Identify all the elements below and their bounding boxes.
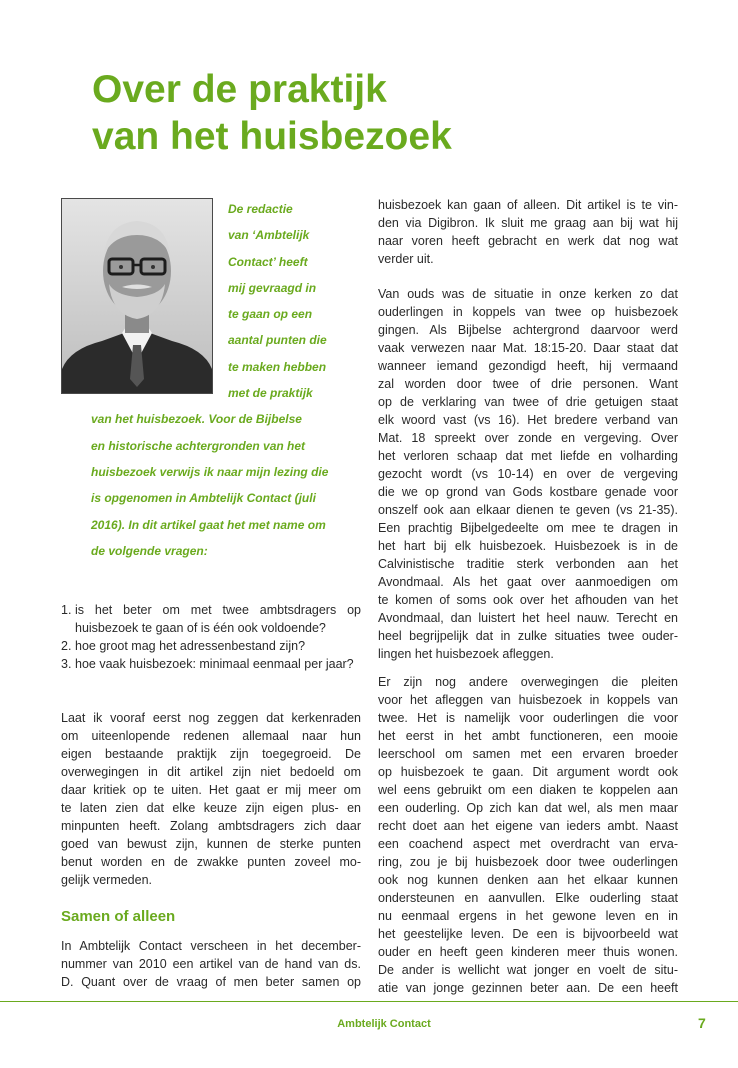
list-number: 2. bbox=[61, 639, 72, 653]
list-item bbox=[61, 601, 361, 637]
intro-line: De redactie bbox=[228, 202, 293, 216]
list-text: hoe vaak huisbezoek: minimaal eenmaal per jaar? bbox=[75, 657, 354, 671]
text-line: ring, zou je bij huisbezoek door twee ouderlingen bbox=[378, 855, 678, 869]
text-line: om uiteenlopende redenen allemaal naar hun bbox=[61, 729, 361, 743]
text-line: overwegingen in dit artikel zijn niet bedoeld om bbox=[61, 765, 361, 779]
list-item bbox=[61, 655, 361, 673]
text-line: een ouderling. Op zich kan dat wel, als men maar bbox=[378, 801, 678, 815]
text-line: gingen. Als Bijbelse achtergrond daarvoor werd bbox=[378, 323, 678, 337]
paragraph-right-2 bbox=[378, 285, 678, 663]
text-line: ook nog kunnen denken aan het elkaar kunnen bbox=[378, 873, 678, 887]
text-line: naar voren heeft gebracht en werk dat nog wat bbox=[378, 234, 678, 248]
page-number: 7 bbox=[698, 1015, 706, 1031]
text-line: benut worden en de zwakke punten zoveel mo- bbox=[61, 855, 361, 869]
list-text: is het beter om met twee ambtsdragers op huisbezoek te gaan of is één ook voldoende? bbox=[75, 603, 361, 635]
page-title bbox=[92, 66, 652, 160]
text-line: te laten zien dat elke keuze zijn eigen plus- en bbox=[61, 801, 361, 815]
text-line: op huisbezoek te gaan. Dit argument wordt ook bbox=[378, 765, 678, 779]
text-line: ouder en heeft geen kinderen meer thuis wonen. bbox=[378, 945, 678, 959]
text-line: huisbezoek kan gaan of alleen. Dit artikel is te vin- bbox=[378, 198, 678, 212]
intro-line: te maken hebben bbox=[228, 359, 327, 374]
text-line: wel eens gebruikt om een diaken te koppelen aan bbox=[378, 783, 678, 797]
paragraph-intro-remarks bbox=[61, 709, 361, 889]
text-line: het hart bij elk huisbezoek. Huisbezoek is in de bbox=[378, 539, 678, 553]
intro-line: van ‘Ambtelijk bbox=[228, 228, 310, 243]
text-line: ouderlingen in koppels van twee op huisbezoek bbox=[378, 305, 678, 319]
text-line: gelijk vermeden. bbox=[61, 873, 153, 887]
text-line: elk woord vast (vs 16). Het bredere verband van bbox=[378, 413, 678, 427]
list-item bbox=[61, 637, 361, 655]
text-line: De ander is wellicht wat jonger en voelt de situ- bbox=[378, 963, 678, 977]
text-line: ondersteunen en aanvullen. Elke ouderling staat bbox=[378, 891, 678, 905]
question-list bbox=[61, 601, 361, 673]
intro-line: is opgenomen in Ambtelijk Contact (juli bbox=[91, 491, 316, 506]
list-text: hoe groot mag het adressenbestand zijn? bbox=[75, 639, 306, 653]
text-line: twee. Het is namelijk voor ouderlingen die voor bbox=[378, 711, 678, 725]
text-line: nummer van 2010 een artikel van de hand van ds. bbox=[61, 957, 361, 971]
text-line: die we op grond van Gods kostbare genade voor bbox=[378, 485, 678, 499]
intro-line: 2016). In dit artikel gaat het met name om bbox=[91, 517, 326, 532]
text-line: te komen of soms ook over het afhouden van het bbox=[378, 593, 678, 607]
text-line: op de verklaring van twee of drie getuigen staat bbox=[378, 395, 678, 409]
text-line: Van ouds was de situatie in onze kerken zo dat bbox=[378, 287, 678, 301]
text-line: den via Digibron. Ik sluit me graag aan bij wat hij bbox=[378, 216, 678, 230]
footer-title: Ambtelijk Contact bbox=[337, 1018, 431, 1030]
text-line: het geestelijke leven. De een is bijvoorbeeld wat bbox=[378, 927, 678, 941]
footer-divider bbox=[0, 1001, 738, 1002]
paragraph-right-1 bbox=[378, 196, 678, 268]
intro-line: met de praktijk bbox=[228, 386, 313, 401]
section-heading: Samen of alleen bbox=[61, 908, 176, 925]
list-number: 3. bbox=[61, 657, 72, 671]
section-samen-of-alleen bbox=[61, 907, 361, 927]
text-line: Avondmaal. Als het gaat over aanmoedigen om bbox=[378, 575, 678, 589]
text-line: goed van bewust zijn, kunnen de sterke punten bbox=[61, 837, 361, 851]
text-line: Een prachtig Bijbelgedeelte om mee te dragen in bbox=[378, 521, 678, 535]
text-line: lingen het huisbezoek afleggen. bbox=[378, 647, 554, 661]
intro-line: huisbezoek verwijs ik naar mijn lezing die bbox=[91, 464, 329, 479]
text-line: minpunten heeft. Zolang ambtsdragers zich daar bbox=[61, 819, 361, 833]
text-line: Mat. 18 spreekt over zonde en vergeving. Over bbox=[378, 431, 678, 445]
text-line: verder uit. bbox=[378, 252, 434, 266]
text-line: voor het afleggen van huisbezoek in koppels van bbox=[378, 693, 678, 707]
title-line-1: Over de praktijk bbox=[92, 68, 387, 111]
text-line: recht doet aan het eigene van ieders ambt. Naast bbox=[378, 819, 678, 833]
text-line: het eerst in het ambt functioneren, een mooie bbox=[378, 729, 678, 743]
intro-line: van het huisbezoek. Voor de Bijbelse bbox=[91, 412, 302, 427]
text-line: het verloren schaap dat met liefde en volharding bbox=[378, 449, 678, 463]
intro-line: aantal punten die bbox=[228, 333, 327, 348]
intro-text bbox=[61, 196, 343, 564]
intro-line: mij gevraagd in bbox=[228, 280, 317, 295]
paragraph-right-3 bbox=[378, 673, 678, 997]
text-line: atie van jonge gezinnen beter aan. De een heeft bbox=[378, 981, 678, 995]
text-line: nu eenmaal ergens in het gewone leven en in bbox=[378, 909, 678, 923]
text-line: onszelf ook aan elkaar dienen te geven (vs 21-35). bbox=[378, 503, 678, 517]
text-line: daar kritiek op te uiten. Het gaat er mij meer om bbox=[61, 783, 361, 797]
text-line: D. Quant over de vraag of men beter samen op bbox=[61, 975, 361, 989]
text-line: gezocht wordt (vs 10-14) en over de vergeving bbox=[378, 467, 678, 481]
text-line: heel begrijpelijk dat in zulke situaties twee ouder- bbox=[378, 629, 678, 643]
intro-line: en historische achtergronden van het bbox=[91, 438, 306, 453]
list-number: 1. bbox=[61, 603, 72, 617]
text-line: een coachend aspect met overdracht van erva- bbox=[378, 837, 678, 851]
intro-line: Contact’ heeft bbox=[228, 254, 308, 269]
text-line: Calvinistische traditie sterk verbonden aan het bbox=[378, 557, 678, 571]
text-line: zal worden door twee of drie personen. Want bbox=[378, 377, 678, 391]
text-line: In Ambtelijk Contact verscheen in het december- bbox=[61, 939, 361, 953]
paragraph-samen-intro bbox=[61, 937, 361, 991]
title-line-2: van het huisbezoek bbox=[92, 115, 452, 158]
text-line: Er zijn nog andere overwegingen die pleiten bbox=[378, 675, 678, 689]
text-line: Avondmaal, dan luistert het heel nauw. Terecht en bbox=[378, 611, 678, 625]
intro-line: de volgende vragen: bbox=[91, 543, 208, 558]
text-line: leerschool om samen met een ervaren broeder bbox=[378, 747, 678, 761]
text-line: Laat ik vooraf eerst nog zeggen dat kerkenraden bbox=[61, 711, 361, 725]
intro-line: te gaan op een bbox=[228, 307, 313, 322]
text-line: vaak verwezen naar Mat. 18:15-20. Daar staat dat bbox=[378, 341, 678, 355]
text-line: eigen bestaande praktijk zijn toegegroeid. De bbox=[61, 747, 361, 761]
text-line: wanneer iemand gezondigd heeft, hij vermaand bbox=[378, 359, 678, 373]
